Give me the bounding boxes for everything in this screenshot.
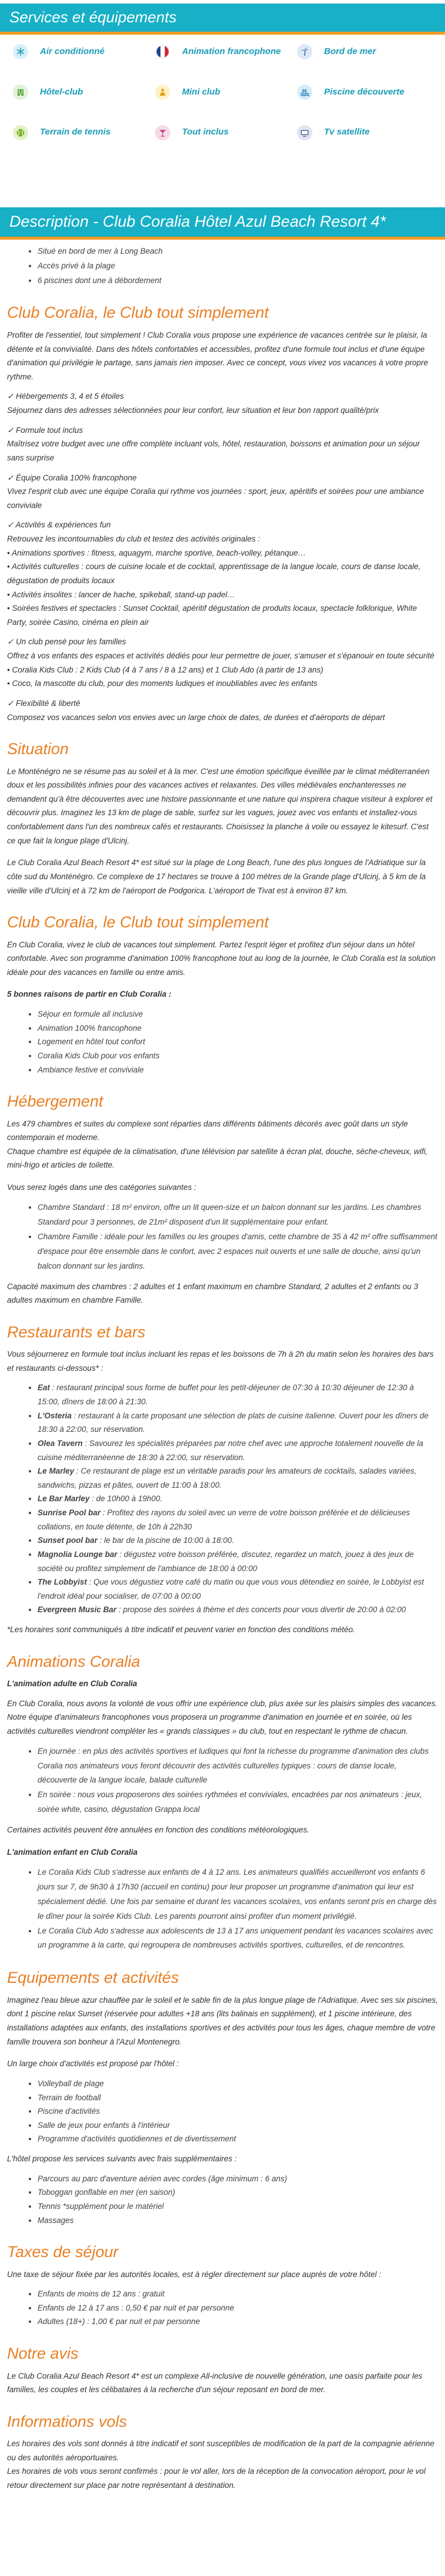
restaurant-description: : restaurant principal sous forme de buffet pour les petit-déjeuner de 07:30 à 10:30 déjeuner de 12:30 à 15:00, dîners de 18:00 à 21:30. [38, 1383, 414, 1407]
room-types [7, 1200, 438, 1274]
avis-paragraph: Le Club Coralia Azul Beach Resort 4* est un complexe All-inclusive de nouvelle génération, une oasis parfaite pour les familles, les couples et les célibataires à la recherche d'un séjour reposant en bord de mer. [7, 2371, 423, 2395]
french-flag-icon [155, 44, 170, 59]
list-item [38, 1603, 438, 1617]
list-item: • Piscine d'activités [38, 2104, 438, 2118]
list-item: • Toboggan gonflable en mer (en saison) [38, 2185, 438, 2200]
restaurant-description: : Que vous dégustiez votre café du matin ou que vous vous détendiez en soirée, le Lobbyist est l'endroit idéal pour socialiser, de 07:00 à 00:00 [38, 1578, 424, 1600]
list-item: • Coralia Kids Club pour vos enfants [38, 1049, 438, 1063]
tennis-icon [13, 125, 28, 140]
paid-services-list [7, 2172, 438, 2228]
situation-title: Situation [7, 740, 69, 758]
animations-subtitle: L'animation enfant en Club Coralia [7, 1848, 138, 1857]
list-item [38, 1548, 438, 1575]
club-intro: Profiter de l'essentiel, tout simplement ! Club Coralia vous propose une expérience de vacances centrée sur le plaisir, la détente et la convivialité. Dans des hôtels confortables et accessibles, profitez d'une formule tout inclus et d'une équipe d'animation qui privilégie le partage, sans jamais rien imposer. Avec ce concept, vous vivez vos vacances à votre propre rythme. [7, 330, 429, 381]
taxes-list [7, 2287, 438, 2329]
restaurant-name: L'Osteria [38, 1411, 72, 1420]
infos-vols-paragraph: Les horaires des vols sont donnés à titre indicatif et sont susceptibles de modification de la part de la compagnie aérienne ou des autorités aéroportuaires. [7, 2439, 434, 2462]
amenity-item [151, 42, 294, 62]
restaurant-name: Evergreen Music Bar [38, 1605, 117, 1615]
list-item [38, 1575, 438, 1603]
list-item: • Le Coralia Kids Club s'adresse aux enfants de 4 à 12 ans. Les animateurs qualifiés accueilleront vos enfants 6 jours sur 7, de 9h30 à 17h30 (accueil en continu) pour leur proposer un programme d'animation qui leur est spécialement dédié. Une fois par semaine et durant les vacances scolaires, vos enfants seront pris en charge dès le dîner pour la soirée Kids Club. Les parents pourront ainsi profiter d'un moment privilégié. [38, 1865, 438, 1924]
feature-line: Offrez à vos enfants des espaces et activités dédiés pour leur permettre de jouer, s'amuser et s'épanouir en toute sécurité [7, 651, 434, 660]
list-item: • Enfants de moins de 12 ans : gratuit [38, 2287, 438, 2301]
club-feature-activites [7, 518, 438, 629]
list-item: • Accès privé à la plage [38, 259, 438, 274]
list-item: • En journée : en plus des activités sportives et ludiques qui font la richesse du programme d'animation des clubs Coralia nos animateurs vous feront découvrir des activités culturelles typiques : cours de danse locale, découverte de la langue locale, balade culturelle [38, 1744, 438, 1788]
restaurant-name: Eat [38, 1383, 50, 1393]
amenity-label: Tout inclus [182, 127, 229, 137]
restaurant-name: The Lobbyist [38, 1578, 87, 1587]
feature-line: • Activités insolites : lancer de hache, spikeball, stand-up padel… [7, 590, 235, 599]
hebergement-paragraph: Chaque chambre est équipée de la climatisation, d'une télévision par satellite à écran plat, douche, sèche-cheveux, wifi, mini-frigo et articles de toilette. [7, 1146, 428, 1170]
list-item: • Massages [38, 2214, 438, 2228]
amenity-item [9, 82, 151, 102]
palm-icon [297, 44, 312, 59]
list-item: • Le Coralia Club Ado s'adresse aux adolescents de 13 à 17 ans uniquement pendant les vacances scolaires avec un programme à la carte, qui regroupera de nombreuses activités sportives, culturelles, et de rencontres. [38, 1924, 438, 1953]
feature-title: ✓ Équipe Coralia 100% francophone [7, 473, 137, 482]
list-item: • Parcours au parc d'aventure aérien avec cordes (âge minimum : 6 ans) [38, 2172, 438, 2186]
amenity-item [294, 82, 436, 102]
restaurant-name: Sunset pool bar [38, 1536, 98, 1545]
club2-reasons [7, 1007, 438, 1077]
list-item: • Situé en bord de mer à Long Beach [38, 244, 438, 259]
amenity-label: Tv satellite [324, 127, 370, 137]
restaurant-name: Magnolia Lounge bar [38, 1549, 117, 1559]
intro-bullets [7, 244, 438, 288]
equipements-paragraph: L'hôtel propose les services suivants avec frais supplémentaires : [7, 2154, 237, 2164]
restaurants-title: Restaurants et bars [7, 1323, 146, 1341]
cocktail-icon [155, 125, 170, 140]
restaurants-note: *Les horaires sont communiqués à titre indicatif et peuvent varier en fonction des conditions météo. [7, 1625, 355, 1635]
snowflake-icon [13, 44, 28, 59]
amenity-label: Animation francophone [182, 46, 281, 57]
feature-text: Vivez l'esprit club avec une équipe Coralia qui rythme vos journées : sport, jeux, apéritifs et soirées pour une ambiance conviviale [7, 487, 424, 510]
feature-line: • Activités culturelles : cours de cuisine locale et de cocktail, apprentissage de la langue locale, cours de danse locale, dégustation de produits locaux [7, 562, 421, 585]
club-feature-hebergements [7, 389, 438, 417]
feature-title: ✓ Un club pensé pour les familles [7, 637, 126, 647]
hebergement-paragraph: Les 479 chambres et suites du complexe sont réparties dans différents bâtiments décorés avec goût dans un style contemporain et moderne. [7, 1119, 408, 1142]
restaurant-name: Le Marley [38, 1467, 75, 1476]
hebergement-capacity: Capacité maximum des chambres : 2 adultes et 1 enfant maximum en chambre Standard, 2 adultes et 2 enfants ou 3 adultes maximum en chambre Famille. [7, 1282, 419, 1305]
club2-reasons-label: 5 bonnes raisons de partir en Club Coralia : [7, 990, 171, 999]
animations-title: Animations Coralia [7, 1652, 140, 1670]
club2-paragraph: En Club Coralia, vivez le club de vacances tout simplement. Partez l'esprit léger et profitez d'un séjour dans un hôtel confortable. Avec son programme d'animation 100% francophone tout au long de la journée, le Club Coralia est la solution idéale pour des vacances en famille ou entre amis. [7, 940, 436, 977]
list-item: • En soirée : nous vous proposerons des soirées rythmées et conviviales, encadrées par nos animateurs : jeux, soirée white, casino, dégustation Grappa local [38, 1788, 438, 1817]
list-item: • Logement en hôtel tout confort [38, 1035, 438, 1049]
restaurant-description: : Profitez des rayons du soleil avec un verre de votre boisson préférée et de délicieuses collations, en toute détente, de 10h à 22h30 [38, 1508, 410, 1531]
equipements-paragraph: Imaginez l'eau bleue azur chauffée par le soleil et le sable fin de la plus longue plage de l'Adriatique. Avec ses six piscines, dont 1 piscine relax Sunset (réservée pour adultes +18 ans (lits balinais en supplément), et 1 piscine intérieure, des installations adaptées aux enfants, des installations sportives et des activités pour tous les âges, chaque membre de votre famille trouvera son bonheur à l'Azul Montenegro. [7, 1995, 438, 2046]
amenity-item [294, 123, 436, 143]
amenity-label: Hôtel-club [40, 86, 83, 97]
club2-title: Club Coralia, le Club tout simplement [7, 913, 269, 931]
club-feature-equipe [7, 471, 438, 513]
amenity-item [151, 123, 294, 143]
infos-vols-paragraph: Les horaires de vols vous seront confirmés : pour le vol aller, lors de la réception de la convocation aéroport, pour le vol retour directement sur place par notre représentant à destination. [7, 2467, 426, 2490]
restaurant-name: Sunrise Pool bar [38, 1508, 101, 1518]
equipements-title: Equipements et activités [7, 1969, 179, 1987]
amenity-label: Air conditionné [40, 46, 104, 57]
amenities-grid [0, 39, 445, 157]
animations-paragraph: Certaines activités peuvent être annulées en fonction des conditions météorologiques. [7, 1825, 309, 1835]
restaurants-paragraph: Vous séjournerez en formule tout inclus incluant les repas et les boissons de 7h à 2h du matin selon les horaires des bars et restaurants ci-dessous* : [7, 1350, 434, 1373]
situation-paragraph: Le Monténégro ne se résume pas au soleil et à la mer. C'est une émotion spécifique éveillée par le climat méditerranéen doux et les possibilités infinies pour des vacances actives et relaxantes. Des villes médiévales enchanteresses ne demandent qu'à être découvertes avec une histoire passionnante et une nature qui inspirera chaque visiteur à explorer et découvrir plus. Imaginez les 13 km de plage de sable, surfez sur les vagues, jouez avec vos enfants et installez-vous confortablement dans l'un des nombreux cafés et restaurants. Choisissez la planche à voile ou essayez le kitesurf. C'est ce que fait la longue plage d'Ulcinj. [7, 766, 433, 845]
pool-icon [297, 85, 312, 100]
list-item [38, 1437, 438, 1464]
list-item [38, 1492, 438, 1506]
infos-vols-title: Informations vols [7, 2412, 127, 2430]
list-item: • Ambiance festive et conviviale [38, 1063, 438, 1077]
feature-title: ✓ Hébergements 3, 4 et 5 étoiles [7, 392, 124, 401]
feature-text: Composez vos vacances selon vos envies avec un large choix de dates, de durées et d'aéroports de départ [7, 712, 385, 722]
list-item: • Chambre Standard : 18 m² environ, offre un lit queen-size et un balcon donnant sur les jardins. Les chambres Standard pour 3 personnes, de 21m² disposent d'un lit supplémentaire pour enfant. [38, 1200, 438, 1230]
feature-line: Retrouvez les incontournables du club et testez des activités originales : [7, 534, 260, 543]
feature-line: • Animations sportives : fitness, aquagym, marche sportive, beach-volley, pétanque… [7, 548, 306, 557]
list-item: • Tennis *supplément pour le matériel [38, 2200, 438, 2214]
amenity-item [294, 42, 436, 62]
amenity-item [9, 42, 151, 62]
restaurant-name: Le Bar Marley [38, 1494, 90, 1504]
hebergement-paragraph: Vous serez logés dans une des catégories suivantes : [7, 1183, 197, 1192]
tv-icon [297, 125, 312, 140]
restaurant-description: : propose des soirées à thème et des concerts pour vous divertir de 20:00 à 02:00 [116, 1605, 406, 1615]
restaurant-description: : de 10h00 à 19h00. [89, 1494, 163, 1504]
list-item [38, 1464, 438, 1492]
restaurant-description: : dégustez votre boisson préférée, discutez, regardez un match, jouez à des jeux de société ou profitez simplement de l'ambiance de 18:00 à 00:00 [38, 1549, 414, 1573]
hebergement-title: Hébergement [7, 1092, 103, 1111]
feature-text: Maîtrisez votre budget avec une offre complète incluant vols, hôtel, restauration, boissons et animation pour un séjour sans surprise [7, 439, 420, 462]
list-item [38, 1506, 438, 1534]
list-item [38, 1534, 438, 1548]
feature-title: ✓ Flexibilité & liberté [7, 698, 80, 708]
list-item: • Animation 100% francophone [38, 1021, 438, 1035]
list-item: • Programme d'activités quotidiennes et de divertissement [38, 2132, 438, 2146]
activities-list [7, 2077, 438, 2146]
list-item: • Volleyball de plage [38, 2077, 438, 2091]
animations-paragraph: En Club Coralia, nous avons la volonté de vous offrir une expérience club, plus axée sur les plaisirs simples des vacances. Notre équipe d'animateurs francophones vous proposera un programme d'animation en journée et en soirée, où les activités culturelles viendront compléter les « grands classiques » du club, tout en respectant le rythme de chacun. [7, 1699, 438, 1736]
list-item: • Salle de jeux pour enfants à l'intérieur [38, 2118, 438, 2133]
list-item: • 6 piscines dont une à débordement [38, 274, 438, 288]
list-item: • Terrain de football [38, 2091, 438, 2105]
amenity-item [9, 123, 151, 143]
kids-animation-list [7, 1865, 438, 1953]
avis-title: Notre avis [7, 2345, 79, 2363]
kids-icon [155, 85, 170, 100]
amenity-label: Piscine découverte [324, 86, 404, 97]
feature-title: ✓ Activités & expériences fun [7, 520, 111, 530]
list-item: • Adultes (18+) : 1,00 € par nuit et par personne [38, 2315, 438, 2329]
restaurant-list [7, 1381, 438, 1617]
restaurant-description: : Ce restaurant de plage est un véritable paradis pour les amateurs de cocktails, salades variées, sandwichs, pizzas et pâtes, ouvert de 11:00 à 18:00. [38, 1467, 417, 1489]
club-feature-flexibilite [7, 697, 438, 724]
feature-text: Séjournez dans des adresses sélectionnées pour leur confort, leur situation et leur bon rapport qualité/prix [7, 406, 379, 415]
restaurant-name: Olea Tavern [38, 1438, 83, 1448]
club-feature-tout-inclus [7, 423, 438, 465]
feature-title: ✓ Formule tout inclus [7, 425, 83, 435]
amenity-label: Mini club [182, 86, 220, 97]
restaurant-description: : restaurant à la carte proposant une sélection de plats de cuisine italienne. Ouvert pour les dîners de 18:30 à 22:00, sur réservation. [38, 1411, 429, 1434]
list-item: • Enfants de 12 à 17 ans : 0,50 € par nuit et par personne [38, 2301, 438, 2315]
description-content [0, 244, 445, 2493]
hotel-icon [13, 85, 28, 100]
situation-paragraph: Le Club Coralia Azul Beach Resort 4* est situé sur la plage de Long Beach, l'une des plus longues de l'Adriatique sur la côte sud du Monténégro. Ce complexe de 17 hectares se trouve à 100 mètres de la Grande plage d'Ulcinj, à 5 km de la vieille ville d'Ulcinj et à 72 km de l'aéroport de Podgorica. L'aéroport de Tivat est à environ 87 km. [7, 858, 426, 895]
feature-line: • Coco, la mascotte du club, pour des moments ludiques et inoubliables avec les enfants [7, 679, 318, 688]
club-feature-familles [7, 635, 438, 691]
amenity-label: Bord de mer [324, 46, 376, 57]
taxes-title: Taxes de séjour [7, 2243, 119, 2261]
restaurant-description: : Savourez les spécialités préparées par notre chef avec une approche totalement nouvelle de la cuisine méditerranéenne de 18:30 à 22:00, sur réservation. [38, 1438, 423, 1462]
taxes-paragraph: Une taxe de séjour fixée par les autorités locales, est à régler directement sur place auprès de votre hôtel : [7, 2269, 382, 2279]
club-section-title: Club Coralia, le Club tout simplement [7, 304, 269, 322]
restaurant-description: : le bar de la piscine de 10:00 à 18:00. [97, 1536, 234, 1545]
description-header: Description - Club Coralia Hôtel Azul Beach Resort 4* [0, 207, 445, 239]
feature-line: • Coralia Kids Club : 2 Kids Club (4 à 7 ans / 8 à 12 ans) et 1 Club Ado (à partir de 13 ans) [7, 665, 323, 674]
feature-line: • Soirées festives et spectacles : Sunset Cocktail, apéritif dégustation de produits locaux, spectacle folklorique, White Party, soirée Casino, cinéma en plein air [7, 604, 417, 627]
equipements-paragraph: Un large choix d'activités est proposé par l'hôtel : [7, 2059, 179, 2069]
services-header: Services et équipements [0, 4, 445, 35]
amenity-label: Terrain de tennis [40, 127, 111, 137]
list-item [38, 1409, 438, 1437]
amenity-item [151, 82, 294, 102]
animations-subtitle: L'animation adulte en Club Coralia [7, 1679, 137, 1689]
list-item [38, 1381, 438, 1408]
list-item: • Chambre Famille : idéale pour les familles ou les groupes d'amis, cette chambre de 35 à 42 m² offre suffisamment d'espace pour être ensemble dans le confort, avec 2 espaces nuit ouverts et une salle de douche, ainsi qu'un balcon donnant sur les jardins. [38, 1230, 438, 1274]
adult-animation-list [7, 1744, 438, 1818]
list-item: • Séjour en formule all inclusive [38, 1007, 438, 1021]
